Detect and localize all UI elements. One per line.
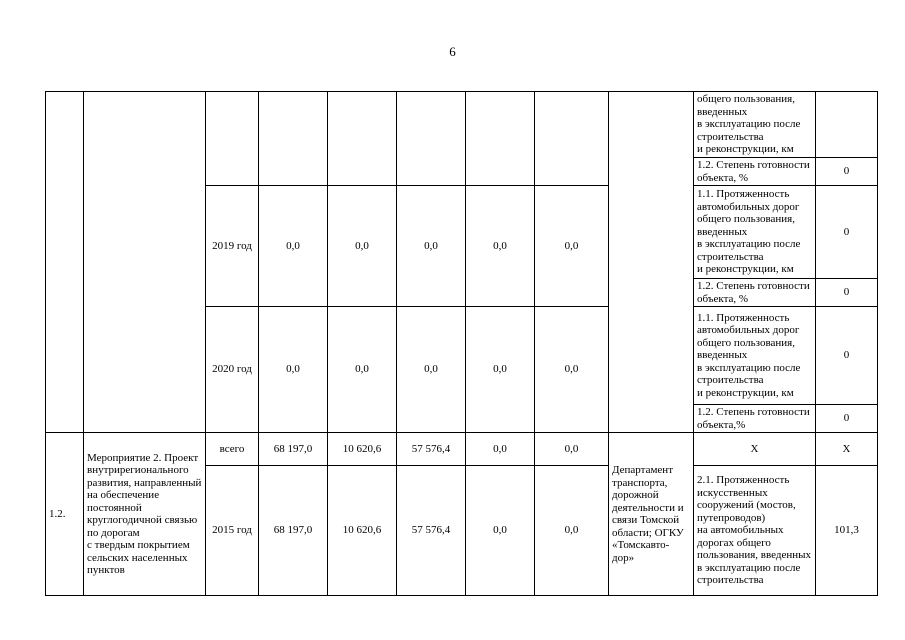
value-cell: 0,0 — [466, 307, 535, 433]
indicator-name: 2.1. Протяженность искусственных сооружений (мостов, путепроводов) на автомобильных дорогах общего пользования, введенных в эксплуатацию после строительства — [694, 466, 816, 596]
indicator-name: 1.2. Степень готовности объекта, % — [694, 279, 816, 307]
indicator-value: 0 — [816, 405, 878, 433]
value-cell: 57 576,4 — [397, 466, 466, 596]
event-name-cell — [84, 92, 206, 433]
value-cell: 10 620,6 — [328, 433, 397, 466]
event-name-cell: Мероприятие 2. Проект внутрирегионального развития, направленный на обеспечение постоянной круглогодичной связью по дорогам с твердым покрытием сельских населенных пунктов — [84, 433, 206, 596]
value-cell: 0,0 — [397, 307, 466, 433]
indicator-name: 1.1. Протяженность автомобильных дорог общего пользования, введенных в эксплуатацию после строительства и реконструкции, км — [694, 186, 816, 279]
number-cell: 1.2. — [46, 433, 84, 596]
indicator-value — [816, 92, 878, 158]
indicator-value: X — [816, 433, 878, 466]
value-cell: 0,0 — [466, 466, 535, 596]
year-cell: 2019 год — [206, 186, 259, 307]
value-cell: 0,0 — [535, 433, 609, 466]
page-number: 6 — [449, 44, 456, 59]
table-row — [46, 433, 878, 466]
executor-cell — [609, 92, 694, 433]
indicator-value: 0 — [816, 279, 878, 307]
value-cell: 68 197,0 — [259, 433, 328, 466]
year-cell: всего — [206, 433, 259, 466]
program-table — [45, 91, 878, 596]
value-cell — [466, 92, 535, 186]
value-cell: 10 620,6 — [328, 466, 397, 596]
value-cell — [397, 92, 466, 186]
indicator-name: 1.2. Степень готовности объекта,% — [694, 405, 816, 433]
value-cell — [259, 92, 328, 186]
value-cell: 0,0 — [535, 307, 609, 433]
indicator-value: 0 — [816, 158, 878, 186]
value-cell: 0,0 — [328, 307, 397, 433]
value-cell: 0,0 — [259, 186, 328, 307]
number-cell — [46, 92, 84, 433]
indicator-value: 101,3 — [816, 466, 878, 596]
indicator-value: 0 — [816, 307, 878, 405]
indicator-name: 1.2. Степень готовности объекта, % — [694, 158, 816, 186]
indicator-name: 1.1. Протяженность автомобильных дорог общего пользования, введенных в эксплуатацию после строительства и реконструкции, км — [694, 307, 816, 405]
value-cell — [535, 92, 609, 186]
indicator-name: общего пользования, введенных в эксплуатацию после строительства и реконструкции, км — [694, 92, 816, 158]
year-cell — [206, 92, 259, 186]
year-cell: 2015 год — [206, 466, 259, 596]
value-cell — [328, 92, 397, 186]
value-cell: 68 197,0 — [259, 466, 328, 596]
table-row — [46, 92, 878, 158]
value-cell: 57 576,4 — [397, 433, 466, 466]
value-cell: 0,0 — [397, 186, 466, 307]
value-cell: 0,0 — [466, 186, 535, 307]
value-cell: 0,0 — [535, 466, 609, 596]
value-cell: 0,0 — [466, 433, 535, 466]
value-cell: 0,0 — [259, 307, 328, 433]
indicator-value: 0 — [816, 186, 878, 279]
value-cell: 0,0 — [535, 186, 609, 307]
indicator-name: X — [694, 433, 816, 466]
executor-cell: Департамент транспорта, дорожной деятельности и связи Томской области; ОГКУ «Томскавто-дор» — [609, 433, 694, 596]
value-cell: 0,0 — [328, 186, 397, 307]
year-cell: 2020 год — [206, 307, 259, 433]
